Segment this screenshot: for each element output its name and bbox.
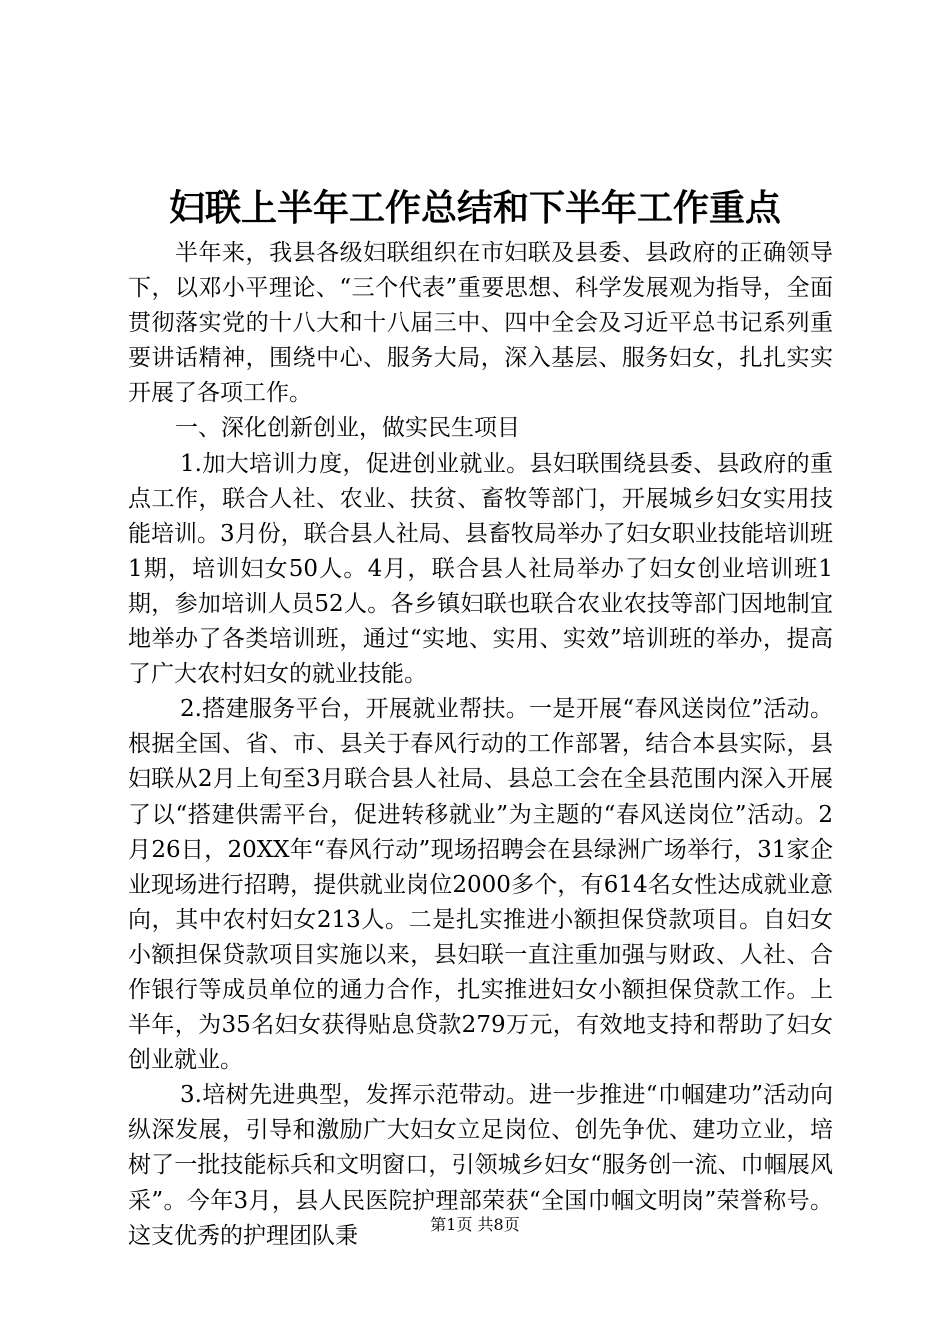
page-number-footer: 第1页 共8页 xyxy=(430,1215,520,1234)
item-paragraph-2: 2.搭建服务平台，开展就业帮扶。一是开展“春风送岗位”活动。根据全国、省、市、县关于春风行动的工作部署，结合本县实际，县妇联从2月上旬至3月联合县人社局、县总工会在全县范围内深入开展了以“搭建供需平台，促进转移就业”为主题的“春风送岗位”活动。2月26日，20XX年“春风行动”现场招聘会在县绿洲广场举行，31家企业现场进行招聘，提供就业岗位2000多个，有614名女性达成就业意向，其中农村妇女213人。二是扎实推进小额担保贷款项目。自妇女小额担保贷款项目实施以来，县妇联一直注重加强与财政、人社、合作银行等成员单位的通力合作，扎实推进妇女小额担保贷款工作。上半年，为35名妇女获得贴息贷款279万元，有效地支持和帮助了妇女创业就业。 xyxy=(128,696,833,1074)
document-body xyxy=(128,236,833,1254)
intro-paragraph: 半年来，我县各级妇联组织在市妇联及县委、县政府的正确领导下，以邓小平理论、“三个代表”重要思想、科学发展观为指导，全面贯彻落实党的十八大和十八届三中、四中全会及习近平总书记系列重要讲话精神，围绕中心、服务大局，深入基层、服务妇女，扎扎实实开展了各项工作。 xyxy=(128,240,833,407)
section-heading: 一、深化创新创业，做实民生项目 xyxy=(175,415,520,442)
item-paragraph-1: 1.加大培训力度，促进创业就业。县妇联围绕县委、县政府的重点工作，联合人社、农业、扶贫、畜牧等部门，开展城乡妇女实用技能培训。3月份，联合县人社局、县畜牧局举办了妇女职业技能培训班1期，培训妇女50人。4月，联合县人社局举办了妇女创业培训班1期，参加培训人员52人。各乡镇妇联也联合农业农技等部门因地制宜地举办了各类培训班，通过“实地、实用、实效”培训班的举办，提高了广大农村妇女的就业技能。 xyxy=(128,450,833,688)
document-title: 妇联上半年工作总结和下半年工作重点 xyxy=(168,187,781,229)
item-paragraph-3: 3.培树先进典型，发挥示范带动。进一步推进“巾帼建功”活动向纵深发展，引导和激励广大妇女立足岗位、创先争优、建功立业，培树了一批技能标兵和文明窗口，引领城乡妇女“服务创一流、巾帼展风采”。今年3月，县人民医院护理部荣获“全国巾帼文明岗”荣誉称号。这支优秀的护理团队秉 xyxy=(128,1082,833,1249)
